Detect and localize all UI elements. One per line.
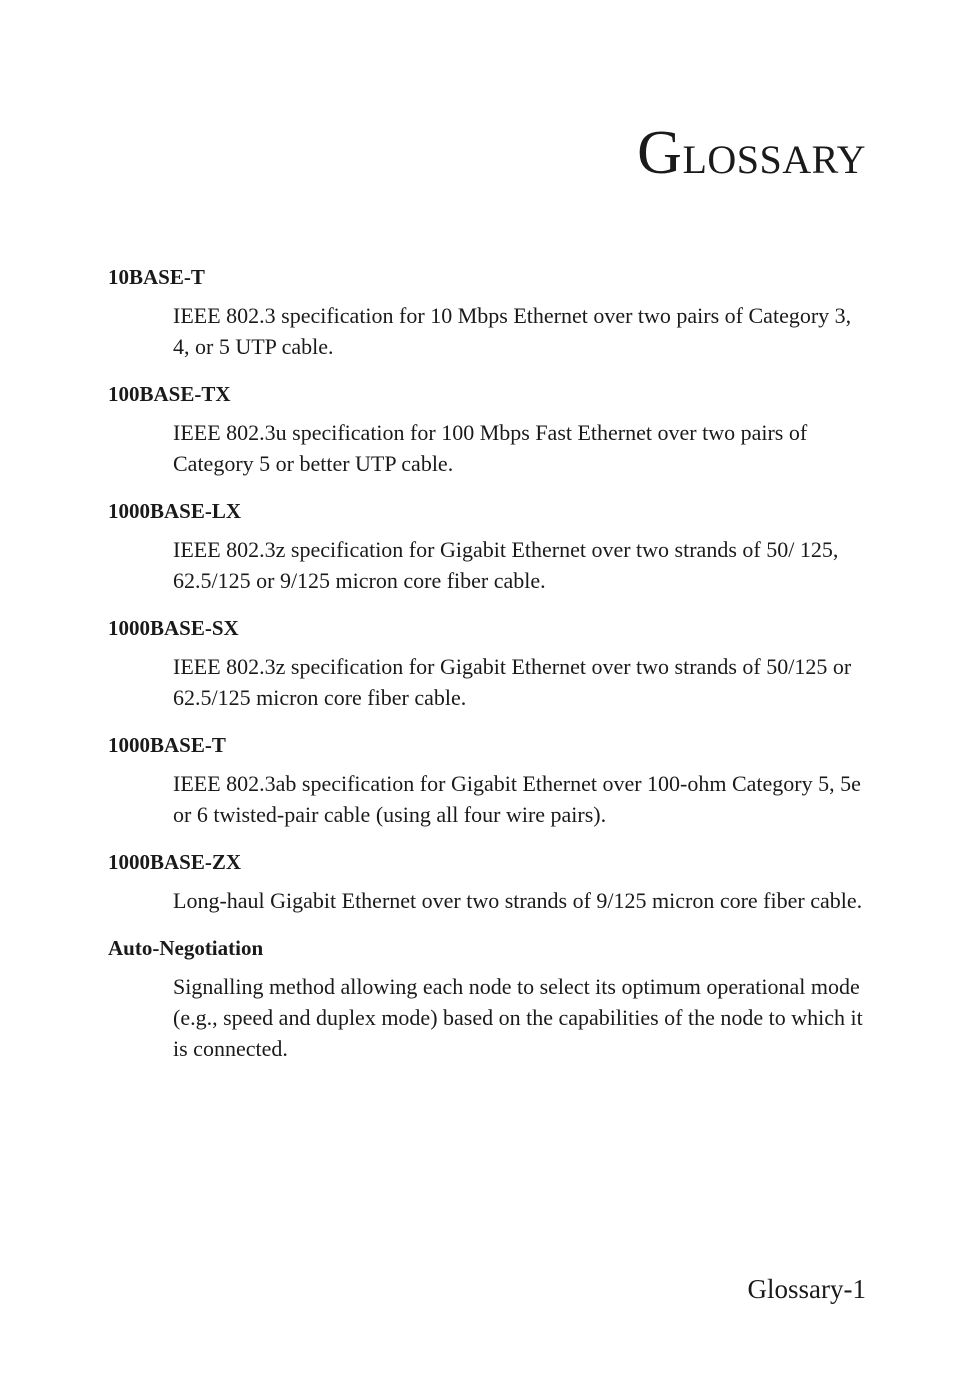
page-title-rest: LOSSARY [682,137,866,182]
glossary-term: 1000BASE-LX [108,499,242,523]
glossary-term: 1000BASE-SX [108,616,239,640]
glossary-definition: IEEE 802.3ab specification for Gigabit Ethernet over 100-ohm Category 5, 5e or 6 twisted-pair cable (using all four wire pairs). [173,771,861,827]
glossary-definition: IEEE 802.3z specification for Gigabit Ethernet over two strands of 50/ 125, 62.5/125 or 9/125 micron core fiber cable. [173,537,839,593]
glossary-term: 1000BASE-T [108,733,226,757]
glossary-term: 100BASE-TX [108,382,231,406]
glossary-term: 1000BASE-ZX [108,850,242,874]
glossary-entry [108,615,868,713]
glossary-entry [108,935,868,1064]
glossary-definition: IEEE 802.3u specification for 100 Mbps Fast Ethernet over two pairs of Category 5 or better UTP cable. [173,420,808,476]
glossary-entry [108,264,868,362]
page-number: Glossary-1 [747,1274,866,1304]
glossary-definition: IEEE 802.3 specification for 10 Mbps Ethernet over two pairs of Category 3, 4, or 5 UTP cable. [173,303,852,359]
page-title [637,119,866,187]
glossary-entry [108,732,868,830]
glossary-definition: Long-haul Gigabit Ethernet over two strands of 9/125 micron core fiber cable. [173,888,863,913]
glossary-list [108,264,868,1083]
glossary-entry [108,381,868,479]
glossary-term: Auto-Negotiation [108,936,264,960]
glossary-term: 10BASE-T [108,265,205,289]
glossary-entry [108,498,868,596]
glossary-definition: IEEE 802.3z specification for Gigabit Ethernet over two strands of 50/125 or 62.5/125 micron core fiber cable. [173,654,852,710]
page-title-initial: G [637,119,683,187]
glossary-definition: Signalling method allowing each node to select its optimum operational mode (e.g., speed and duplex mode) based on the capabilities of the node to which it is connected. [173,974,863,1061]
glossary-entry [108,849,868,916]
